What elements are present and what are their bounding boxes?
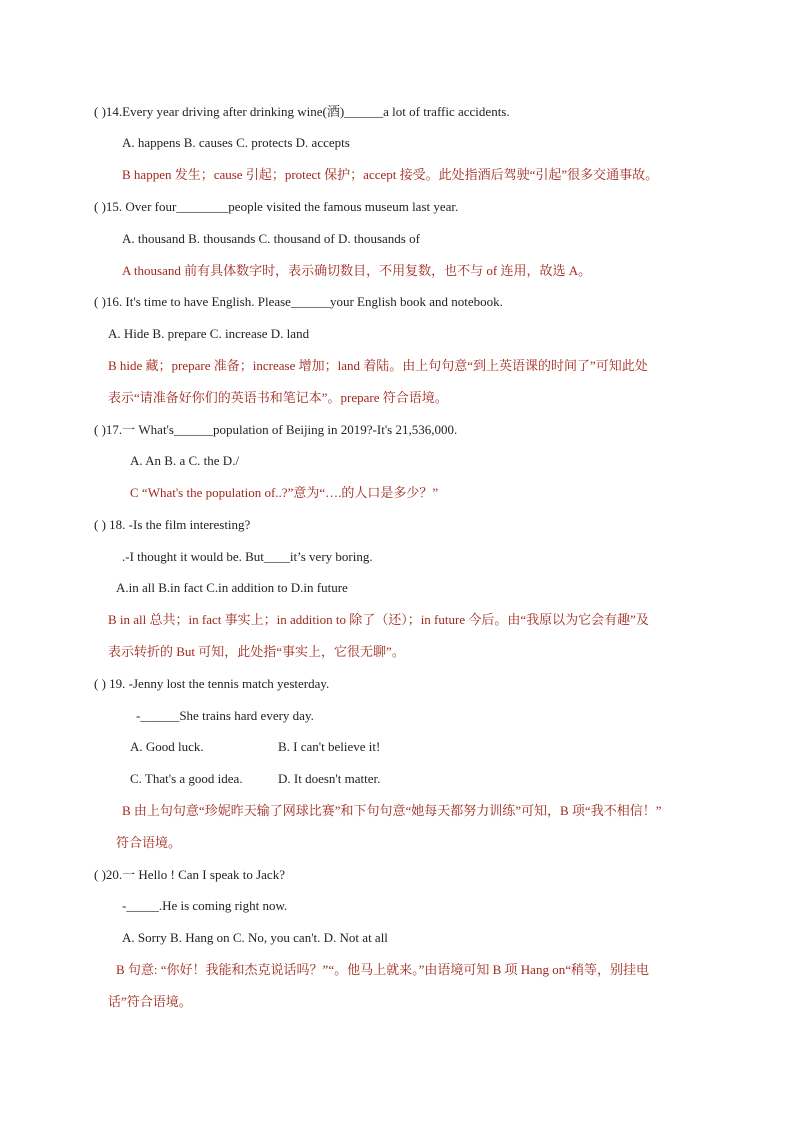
question-16-options: A. Hide B. prepare C. increase D. land [108, 326, 310, 341]
question-19-explanation-line1: B 由上句句意“珍妮昨天输了网球比赛”和下句句意“她每天都努力训练”可知，B 项“我不相信！” [122, 803, 662, 818]
question-17-explanation: C “What's the population of..?”意为“….的人口是多少？” [130, 485, 439, 500]
question-19-option-d: D. It doesn't matter. [278, 771, 381, 786]
question-20-stem: ( )20.一 Hello ! Can I speak to Jack? [94, 867, 285, 882]
question-18-response: .-I thought it would be. But____it’s very boring. [122, 549, 373, 564]
question-18-explanation-line1: B in all 总共；in fact 事实上；in addition to 除了（还）；in future 今后。由“我原以为它会有趣”及 [108, 612, 649, 627]
question-16-explanation-line1: B hide 藏；prepare 准备；increase 增加；land 着陆。由上句句意“到上英语课的时间了”可知此处 [108, 358, 648, 373]
question-19-explanation-line2: 符合语境。 [116, 835, 182, 850]
question-19-option-c: C. That's a good idea. [130, 771, 243, 786]
question-14-stem: ( )14.Every year driving after drinking wine(酒)______a lot of traffic accidents. [94, 104, 510, 119]
question-20-explanation-line1: B 句意: “你好！我能和杰克说话吗？”“。他马上就来。”由语境可知 B 项 Hang on“稍等，别挂电 [116, 962, 649, 977]
question-20-response: -_____.He is coming right now. [122, 898, 288, 913]
question-20-explanation-line2: 话”符合语境。 [108, 994, 192, 1009]
question-18-stem: ( ) 18. -Is the film interesting? [94, 517, 251, 532]
question-17-stem: ( )17.一 What's______population of Beijing in 2019?-It's 21,536,000. [94, 422, 458, 437]
question-16-stem: ( )16. It's time to have English. Please______your English book and notebook. [94, 294, 503, 309]
question-16-explanation-line2: 表示“请准备好你们的英语书和笔记本”。prepare 符合语境。 [108, 390, 448, 405]
question-19-stem: ( ) 19. -Jenny lost the tennis match yesterday. [94, 676, 330, 691]
question-20-options: A. Sorry B. Hang on C. No, you can't. D. Not at all [122, 930, 388, 945]
question-19-option-b: B. I can't believe it! [278, 739, 381, 754]
question-19-response: -______She trains hard every day. [136, 708, 314, 723]
question-15-explanation: A thousand 前有具体数字时，表示确切数目，不用复数，也不与 of 连用，故选 A。 [122, 263, 592, 278]
question-18-options: A.in all B.in fact C.in addition to D.in future [116, 580, 348, 595]
question-14-explanation: B happen 发生；cause 引起；protect 保护；accept 接受。此处指酒后驾驶“引起”很多交通事故。 [122, 167, 659, 182]
question-15-options: A. thousand B. thousands C. thousand of D. thousands of [122, 231, 420, 246]
question-18-explanation-line2: 表示转折的 But 可知，此处指“事实上，它很无聊”。 [108, 644, 405, 659]
question-17-options: A. An B. a C. the D./ [130, 453, 240, 468]
question-14-options: A. happens B. causes C. protects D. accepts [122, 135, 350, 150]
question-19-option-a: A. Good luck. [130, 739, 204, 754]
question-15-stem: ( )15. Over four________people visited the famous museum last year. [94, 199, 459, 214]
